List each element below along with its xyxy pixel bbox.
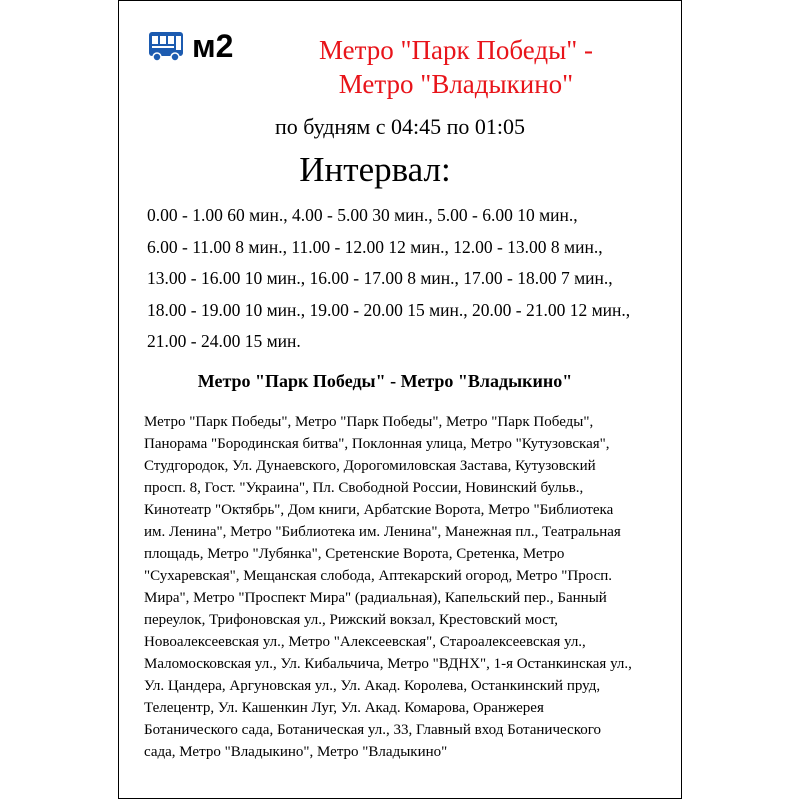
- stops-line: Ботанического сада, Ботаническая ул., 33, Главный вход Ботанического: [144, 722, 602, 738]
- stops-line: переулок, Трифоновская ул., Рижский вокзал, Крестовский мост,: [144, 612, 559, 628]
- stops-line: Ул. Цандера, Аргуновская ул., Ул. Акад. Королева, Останкинский пруд,: [144, 678, 601, 694]
- stops-line: просп. 8, Гост. "Украина", Пл. Свободной России, Новинский бульв.,: [144, 480, 584, 496]
- schedule-text: по будням с 04:45 по 01:05: [274, 114, 525, 139]
- stops-line: Маломосковская ул., Ул. Кибальчича, Метро "ВДНХ", 1-я Останкинская ул.,: [144, 656, 632, 672]
- interval-line: 18.00 - 19.00 10 мин., 19.00 - 20.00 15 мин., 20.00 - 21.00 12 мин.,: [147, 299, 631, 320]
- stops-line: Телецентр, Ул. Кашенкин Луг, Ул. Акад. Комарова, Оранжерея: [144, 700, 544, 716]
- route-title-line: Метро "Парк Победы" -: [318, 35, 594, 65]
- interval-line: 13.00 - 16.00 10 мин., 16.00 - 17.00 8 мин., 17.00 - 18.00 7 мин.,: [147, 268, 613, 288]
- route-title: [296, 33, 616, 101]
- interval-line: 21.00 - 24.00 15 мин.: [147, 331, 301, 351]
- stops-list: [144, 411, 664, 763]
- stops-line: Кинотеатр "Октябрь", Дом книги, Арбатские Ворота, Метро "Библиотека: [144, 502, 614, 518]
- route-title-line: Метро "Владыкино": [338, 69, 574, 99]
- route-logo: [148, 30, 233, 62]
- stops-line: сада, Метро "Владыкино", Метро "Владыкино": [144, 744, 448, 760]
- stops-line: Студгородок, Ул. Дунаевского, Дорогомиловская Застава, Кутузовский: [144, 458, 596, 474]
- stops-line: "Сухаревская", Мещанская слобода, Аптекарский огород, Метро "Просп.: [144, 568, 613, 584]
- bus-icon: [148, 30, 184, 62]
- route-number: м2: [192, 28, 234, 64]
- stops-line: Метро "Парк Победы", Метро "Парк Победы", Метро "Парк Победы",: [144, 414, 594, 430]
- stops-line: им. Ленина", Метро "Библиотека им. Ленина", Манежная пл., Театральная: [144, 524, 621, 540]
- stops-line: площадь, Метро "Лубянка", Сретенские Ворота, Сретенка, Метро: [144, 546, 565, 562]
- interval-list: [147, 200, 672, 358]
- stops-line: Панорама "Бородинская битва", Поклонная улица, Метро "Кутузовская",: [144, 436, 610, 452]
- stops-line: Мира", Метро "Проспект Мира" (радиальная), Капельский пер., Банный: [144, 590, 607, 606]
- interval-line: 6.00 - 11.00 8 мин., 11.00 - 12.00 12 мин., 12.00 - 13.00 8 мин.,: [147, 236, 603, 257]
- interval-title: Интервал:: [299, 150, 451, 189]
- interval-line: 0.00 - 1.00 60 мин., 4.00 - 5.00 30 мин., 5.00 - 6.00 10 мин.,: [147, 205, 578, 225]
- stops-heading: Метро "Парк Победы" - Метро "Владыкино": [197, 371, 573, 391]
- stops-line: Новоалексеевская ул., Метро "Алексеевская", Староалексеевская ул.,: [144, 634, 586, 650]
